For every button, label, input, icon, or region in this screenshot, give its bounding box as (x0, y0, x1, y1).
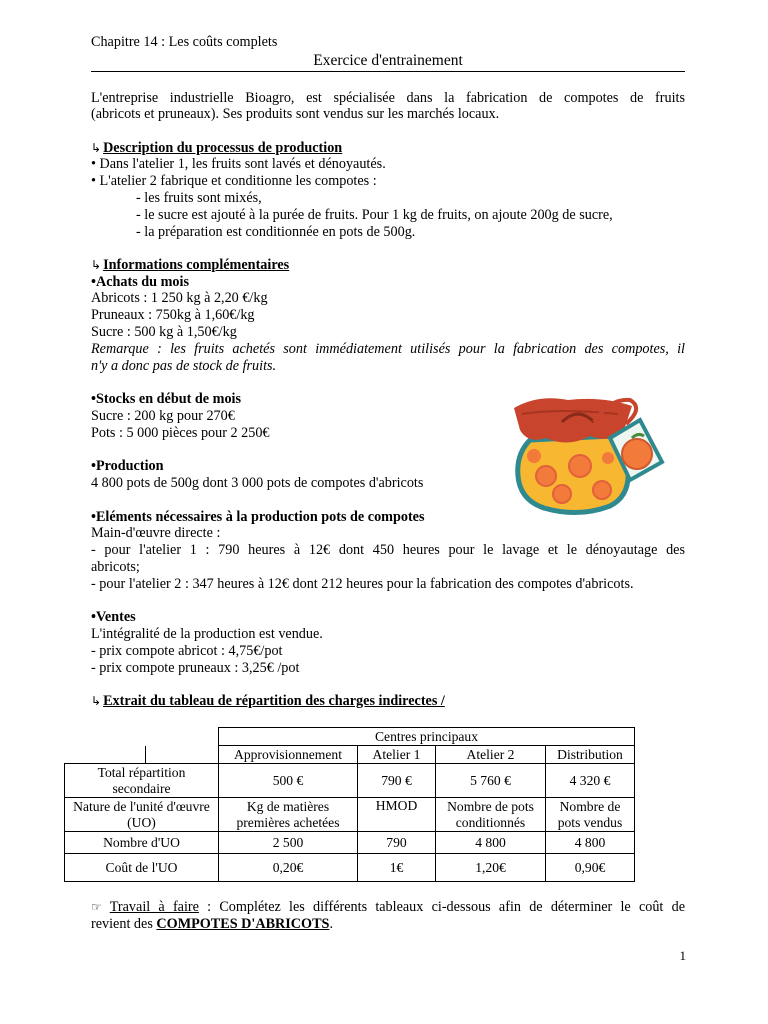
task-text: : Complétez les différents tableaux ci-dessous afin de déterminer le coût de (198, 899, 685, 915)
sales-line-3: - prix compote pruneaux : 3,25€ /pot (91, 660, 300, 676)
info-heading: ↳ Informations complémentaires (91, 257, 290, 273)
process-bullet-2: • L'atelier 2 fabrique et conditionne les compotes : (91, 173, 377, 189)
elements-line-2: abricots; (91, 559, 140, 575)
indirect-charges-table (64, 727, 635, 882)
table-row (65, 798, 635, 832)
table-cell: 2 500 (219, 832, 358, 854)
purchase-line-1: Abricots : 1 250 kg à 2,20 €/kg (91, 290, 268, 306)
process-sub-1: - les fruits sont mixés, (136, 190, 262, 206)
table-cell: 500 € (219, 764, 358, 798)
sales-heading: •Ventes (91, 609, 136, 625)
intro-line-1: L'entreprise industrielle Bioagro, est spécialisée dans la fabrication de compotes de fruits (91, 90, 685, 106)
table-cell: 0,90€ (546, 854, 635, 882)
table-cell: 5 760 € (436, 764, 546, 798)
stock-line-2: Pots : 5 000 pièces pour 2 250€ (91, 425, 270, 441)
purchase-line-3: Sucre : 500 kg à 1,50€/kg (91, 324, 237, 340)
table-cell: 4 800 (546, 832, 635, 854)
row-label: Coût de l'UO (65, 854, 219, 882)
column-header: Approvisionnement (219, 746, 358, 764)
page-number: 1 (679, 948, 686, 963)
table-cell: Nombre de pots conditionnés (436, 798, 546, 832)
pointing-hand-icon: ☞ (91, 900, 102, 914)
remark-line-1: Remarque : les fruits achetés sont immédiatement utilisés pour la fabrication des compotes, il (91, 341, 685, 357)
production-line: 4 800 pots de 500g dont 3 000 pots de compotes d'abricots (91, 475, 424, 491)
table-row (65, 832, 635, 854)
column-header: Atelier 2 (436, 746, 546, 764)
remark-line-2: n'y a donc pas de stock de fruits. (91, 358, 277, 374)
column-header: Distribution (546, 746, 635, 764)
table-cell: 790 € (358, 764, 436, 798)
table-cell: Kg de matières premières achetées (219, 798, 358, 832)
row-label: Nature de l'unité d'œuvre (UO) (65, 798, 219, 832)
row-label: Nombre d'UO (65, 832, 219, 854)
page-title: Exercice d'entrainement (313, 52, 463, 69)
header-rule (91, 71, 685, 72)
production-heading: •Production (91, 458, 164, 474)
curved-arrow-icon: ↳ (91, 258, 102, 272)
group-header: Centres principaux (219, 728, 635, 746)
process-sub-2: - le sucre est ajouté à la purée de fruits. Pour 1 kg de fruits, on ajoute 200g de sucre, (136, 207, 613, 223)
intro-line-2: (abricots et pruneaux). Ses produits sont vendus sur les marchés locaux. (91, 106, 500, 122)
task-label: Travail à faire (109, 899, 199, 915)
table-heading: ↳ Extrait du tableau de répartition des charges indirectes / (91, 693, 445, 709)
table-cell: 790 (358, 832, 436, 854)
purchases-heading: •Achats du mois (91, 274, 189, 290)
table-cell: Nombre de pots vendus (546, 798, 635, 832)
process-sub-3: - la préparation est conditionnée en pots de 500g. (136, 224, 416, 240)
table-row (65, 854, 635, 882)
table-cell: HMOD (358, 798, 436, 832)
table-row (65, 764, 635, 798)
process-heading: ↳ Description du processus de production (91, 140, 343, 156)
curved-arrow-icon: ↳ (91, 141, 102, 155)
elements-line-3: - pour l'atelier 2 : 347 heures à 12€ dont 212 heures pour la fabrication des compotes d'abricots. (91, 576, 634, 592)
row-label: Total répartition secondaire (65, 764, 219, 798)
elements-line-1: - pour l'atelier 1 : 790 heures à 12€ dont 450 heures pour le lavage et le dénoyautage des (91, 542, 685, 558)
task-target: COMPOTES D'ABRICOTS (156, 916, 330, 932)
sales-line-1: L'intégralité de la production est vendue. (91, 626, 323, 642)
elements-heading: •Eléments nécessaires à la production pots de compotes (91, 509, 425, 525)
table-cell: 1€ (358, 854, 436, 882)
task-line-1 (91, 899, 685, 916)
table-cell: 4 800 (436, 832, 546, 854)
process-bullet-1: • Dans l'atelier 1, les fruits sont lavés et dénoyautés. (91, 156, 386, 172)
chapter-title: Chapitre 14 : Les coûts complets (91, 34, 278, 50)
curved-arrow-icon: ↳ (91, 694, 102, 708)
column-header: Atelier 1 (358, 746, 436, 764)
purchase-line-2: Pruneaux : 750kg à 1,60€/kg (91, 307, 255, 323)
sales-line-2: - prix compote abricot : 4,75€/pot (91, 643, 283, 659)
task-line-2: revient des COMPOTES D'ABRICOTS. (91, 916, 333, 932)
jam-jar-icon (498, 378, 668, 520)
table-cell: 1,20€ (436, 854, 546, 882)
elements-line-0: Main-d'œuvre directe : (91, 525, 221, 541)
table-cell: 0,20€ (219, 854, 358, 882)
stock-line-1: Sucre : 200 kg pour 270€ (91, 408, 235, 424)
table-cell: 4 320 € (546, 764, 635, 798)
stocks-heading: •Stocks en début de mois (91, 391, 242, 407)
